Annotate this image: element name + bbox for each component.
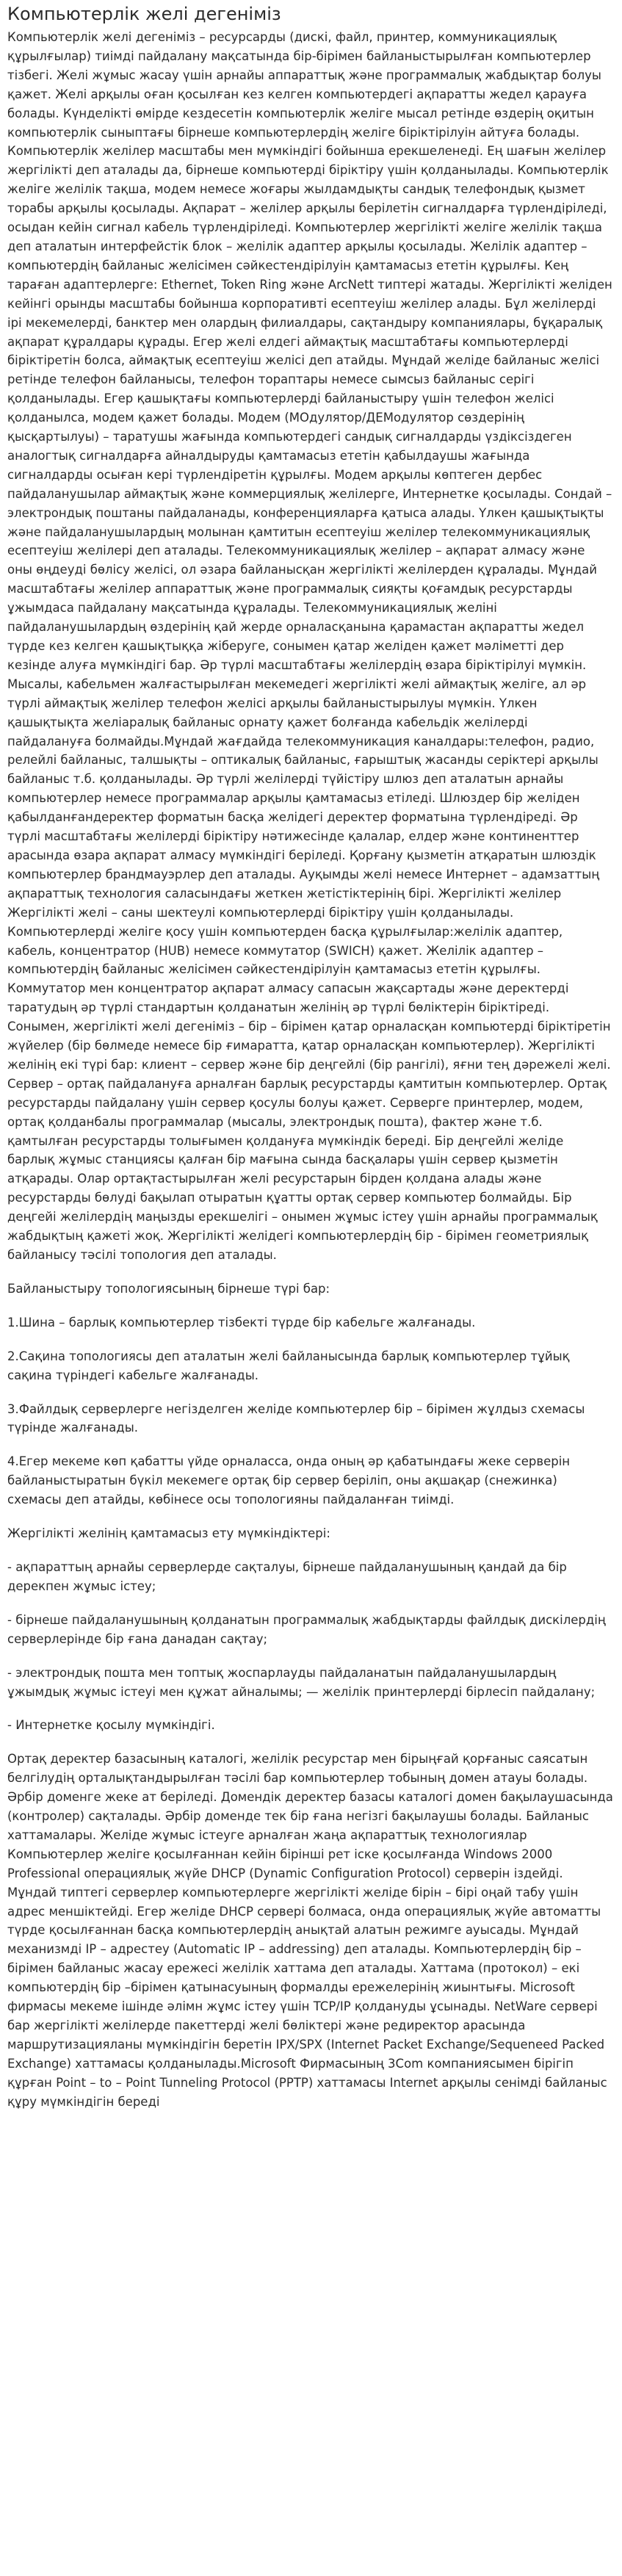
final-paragraph: Ортақ деректер базасының каталогі, желілік ресурстар мен бірыңғай қорғаныс саясатын белгілудің орталықтандырылған тәсілі бар компьютерлер тобының домен атауы болады. Әрбір доменге жеке ат беріледі. Домендік деректер базасы каталогі домен бақылаушасында (контролер) сақталады. Әрбір доменде тек бір ғана негізгі бақылаушы болады. Байланыс хаттамалары. Желіде жұмыс істеуге арналған жаңа ақпараттық технологиялар Компьютерлер желіге қосылғаннан кейін бірінші рет іске қосылғанда Windows 2000 Professional операциялық жүйе DHCP (Dynamic Configuration Protocol) серверін іздейді. Мұндай типтегі серверлер компьютерлерге жергілікті желіде бірін – бірі оңай табу үшін адрес меншіктейді. Егер желіде DHCP сервері болмаса, онда операциялық жүйе автоматты түрде қосылғаннан басқа компьютерлердің анықтай алатын режимге ауысады. Мұндай механизмді IP – адрестеу (Automatic IP – addressing) деп аталады. Компьютерлердің бір – бірімен байланыс жасау ережесі желілік хаттама деп аталады. Хаттама (протокол) – екі компьютердің бір –бірімен қатынасуының формалды ережелерінің жиынтығы. Microsoft фирмасы мекеме ішінде әлімн жұмс істеу үшін TCP/IP қолдануды ұсынады. NetWare сервері бар жергілікті желілерде пакеттерді желі бөліктері және редиректор арасында маршрутизацияланы мүмкіндігін беретін IPX/SPX (Internet Packet Exchange/Sequeneed Packed Exchange) хаттамасы қолданылады.Microsoft Фирмасының 3Com компаниясымен бірігіп құрған Point – to – Point Tunneling Protocol (PPTP) хаттамасы Internet арқылы сенімді байланыс құру мүмкіндігін береді [7,1752,613,2109]
topology-snowflake: 4.Егер мекеме көп қабатты үйде орналасса, онда оның әр қабатындағы жеке серверін байланыстыратын бүкіл мекемеге ортақ бір сервер беріліп, оны ақшақар (снежинка) схемасы деп атайды, көбінесе осы топологияны пайдаланған тиімді. [7,1454,571,1507]
topology-bus: 1.Шина – барлық компьютерлер тізбекті түрде бір кабельге жалғанады. [7,1315,476,1330]
topology-intro: Байланыстыру топологиясының бірнеше түрі бар: [7,1281,330,1296]
topology-ring: 2.Сақина топологиясы деп аталатын желі байланысында барлық компьютерлер тұйық сақина түріндегі кабельге жалғанады. [7,1349,570,1382]
capabilities-intro: Жергілікті желінің қамтамасыз ету мүмкіндіктері: [7,1526,330,1541]
capability-item: - бірнеше пайдаланушының қолданатын программалық жабдықтарды файлдық дискілердің серверлерінде бір ғана данадан сақтау; [7,1612,606,1646]
page-title: Компьютерлік желі дегеніміз [7,4,281,24]
intro-paragraph: Компьютерлік желі дегеніміз – ресурсарды (дискі, файл, принтер, коммуникациялық құрылғылар) тиімді пайдалану мақсатында бір-бірімен байланыстырылған компьютерлер тізбегі. Желі жұмыс жасау үшін арнайы аппараттық және программалық жабдықтар болуы қажет. Желі арқылы оған қосылған кез келген компьютердегі ақпаратты жедел қарауға болады. Күнделікті өмірде кездесетін компьютерлік желіге мысал ретінде өздерің оқитын компьютерлік сыныптағы бірнеше компьютерлердің желіге біріктірілуін айтуға болады. Компьютерлік желілер масштабы мен мүмкіндігі бойынша ерекшеленеді. Ең шағын желілер жергілікті деп аталады да, бірнеше компьютерді біріктіру үшін қолданылады. Компьютерлік желіге желілік тақша, модем немесе жоғары жылдамдықты сандық телефондық қызмет торабы арқылы қосылады. Ақпарат – желілер арқылы берілетін сигналдарға түрлендіріледі, осыдан кейін сигнал кабель түрлендіріледі. Компьютерлер жергілікті желіге желілік тақша деп аталатын интерфейстік блок – желілік адаптер арқылы қосылады. Желілік адаптер – компьютердің байланыс желісімен сәйкестендірілуін қамтамасыз ететін құрылғы. Кең тараған адаптерлерге: Ethernet, Token Ring және ArcNett типтері жатады. Жергілікті желіден кейінгі орынды масштабы бойынша корпоративті есептеуіш желілер алады. Бұл желілерді ірі мекемелерді, банктер мен олардың филиалдары, сақтандыру компаниялары, бұқаралық ақпарат құралдары құрады. Егер желі елдегі аймақтық масштабтағы компьютерлерді біріктіретін болса, аймақтық есептеуіш желісі деп атайды. Мұндай желіде байланыс желісі ретінде телефон байланысы, телефон торaптары немесе сымсыз байланыс серігі қолданылады. Егер қашықтағы компьютерлерді байланыстыру үшін телефон желісі қолданылса, модем қажет болады. Модем (МОдулятор/ДЕМодулятор сөздерінің қысқартылуы) – таратушы жағында компьютердегі сандық сигналдарды үздіксіздеген аналогтық сигналдарға айналдыруды қамтамасыз ететін қабылдаушы жағында сигналдарды осыған кері түрлендіретін құрылғы. Модем арқылы көптеген дербес пайдаланушылар аймақтық және коммерциялық желілерге, Интернетке қосылады. Сондай – электрондық поштаны пайдаланады, конференцияларға қатыса алады. Үлкен қашықтықты және пайдаланушылардың молынан қамтитын есептеуіш желілер телекоммуникациялық есептеуіш желілері деп аталады. Телекоммуникациялық желілер – ақпарат алмасу және оны өңдеуді бөлісу желісі, ол әзара байланысқан жергілікті желілерден құралады. Мұндай масштабтағы желілер аппараттық және программалық сияқты қоғамдық ресурстарды ұжымдаса пайдалану мақсатында құралады. Телекоммуникациялық желіні пайдаланушылардың өздерінің қай жерде орналасқанына қарамастан ақпаратты жедел түрде кез келген қашықтыққа жіберуге, сонымен қатар желіден қажет мәліметті дер кезінде алуға мүмкіндігі бар. Әр түрлі масштабтағы желілердің өзара біріктірілуі мүмкін. Мысалы, кабельмен жалғастырылған мекемедегі жергілікті желі аймақтық желіге, ал әр түрлі аймақтық желілер телефон желісі арқылы байланыстырылуы мүмкін. Үлкен қашықтықта желіаралық байланыс орнату қажет болғанда кабельдік желілерді пайдалануға болмайды.Мұндай жағдайда телекоммуникация каналдары:телефон, радио, релейлі байланыс, талшықты – оптикалық байланыс, ғарыштық жасанды серіктері арқылы байланыс т.б. қолданылады. Әр түрлі желілерді түйістіру шлюз деп аталатын арнайы компьютерлер немесе программалар арқылы қамтамасыз етіледі. Шлюздер бір желіден қабылданғандеректер форматын басқа желідегі деректер форматына түрлендіреді. Әр түрлі масштабтағы желілерді біріктіру нәтижесінде қалалар, елдер және континенттер арасында өзара ақпарат алмасу мүмкіндігі беріледі. Қорғану қызметін атқаратын шлюздік компьютерлер брандмауэрлер деп аталады. Ауқымды желі немесе Интернет – адамзаттың ақпараттық технология саласындағы жеткен жетістіктерінің бірі. Жергілікті желілер Жергілікті желі – саны шектеулі компьютерлерді біріктіру үшін қолданылады. Компьютерлерді желіге қосу үшін компьютерден басқа құрылғылар:желілік адаптер, кабель, концентратор (HUB) немесе коммутатор (SWICH) қажет. Желілік адаптер – компьютердің байланыс желісімен сәйкестендірілуін қамтамасыз ететін құрылғы. Коммутатор мен концентратор ақпарат алмасу сапасын жақсартады және деректерді таратудың әр түрлі стандартын қолданатын желінің әр түрлі бөліктерін біріктіреді. Сонымен, жергілікті желі дегеніміз – бір – бірімен қатар орналасқан компьютерді біріктіретін жүйелер (бір бөлмеде немесе бір ғимаратта, қатар орналасқан компьютерлер). Жергілікті желінің екі түрі бар: клиент – сервер және бір деңгейлі (бір рангілі), яғни тең дәрежелі желі. Сервер – ортақ пайдалануға арналған барлық ресурстарды қамтитын компьютерлер. Ортақ ресурстарды пайдалану үшін сервер қосулы болуы қажет. Серверге принтерлер, модем, ортақ қолданбалы программалар (мысалы, электрондық пошта), фактер және т.б. қамтылған ресурстарды толығымен қолдануға мүмкіндік береді. Бір деңгейлі желіде барлық жұмыс станциясы қалған бір мағына сында басқалары үшін сервер қызметін атқарады. Олар ортақтастырылған желі ресурстарын бірден қолдана алады және ресурстарды бөлуді бақылап отыратын құатты ортақ сервер компьютер болмайды. Бір деңгейі желілердің маңызды ерекшелігі – онымен жұмыс істеу үшін арнайы программалық жабдықтың қажеті жоқ. Жергілікті желідегі компьютерлердің бір - бірімен геометриялық байланысу тәсілі топология деп аталады. [7,30,612,1262]
capability-item: - электрондық пошта мен топтық жоспарлауды пайдаланатын пайдаланушылардың ұжымдық жұмыс істеуі мен құжат айналымы; — желілік принтерлерді бірлесіп пайдалану; [7,1665,596,1699]
capability-item: - Интернетке қосылу мүмкіндігі. [7,1718,215,1733]
capability-item: - ақпараттың арнайы серверлерде сақталуы, бірнеше пайдаланушының қандай да бір дерекпен жұмыс істеу; [7,1559,567,1593]
topology-star: 3.Файлдық серверлерге негізделген желіде компьютерлер бір – бірімен жұлдыз схемасы түрінде жалғанады. [7,1401,585,1435]
